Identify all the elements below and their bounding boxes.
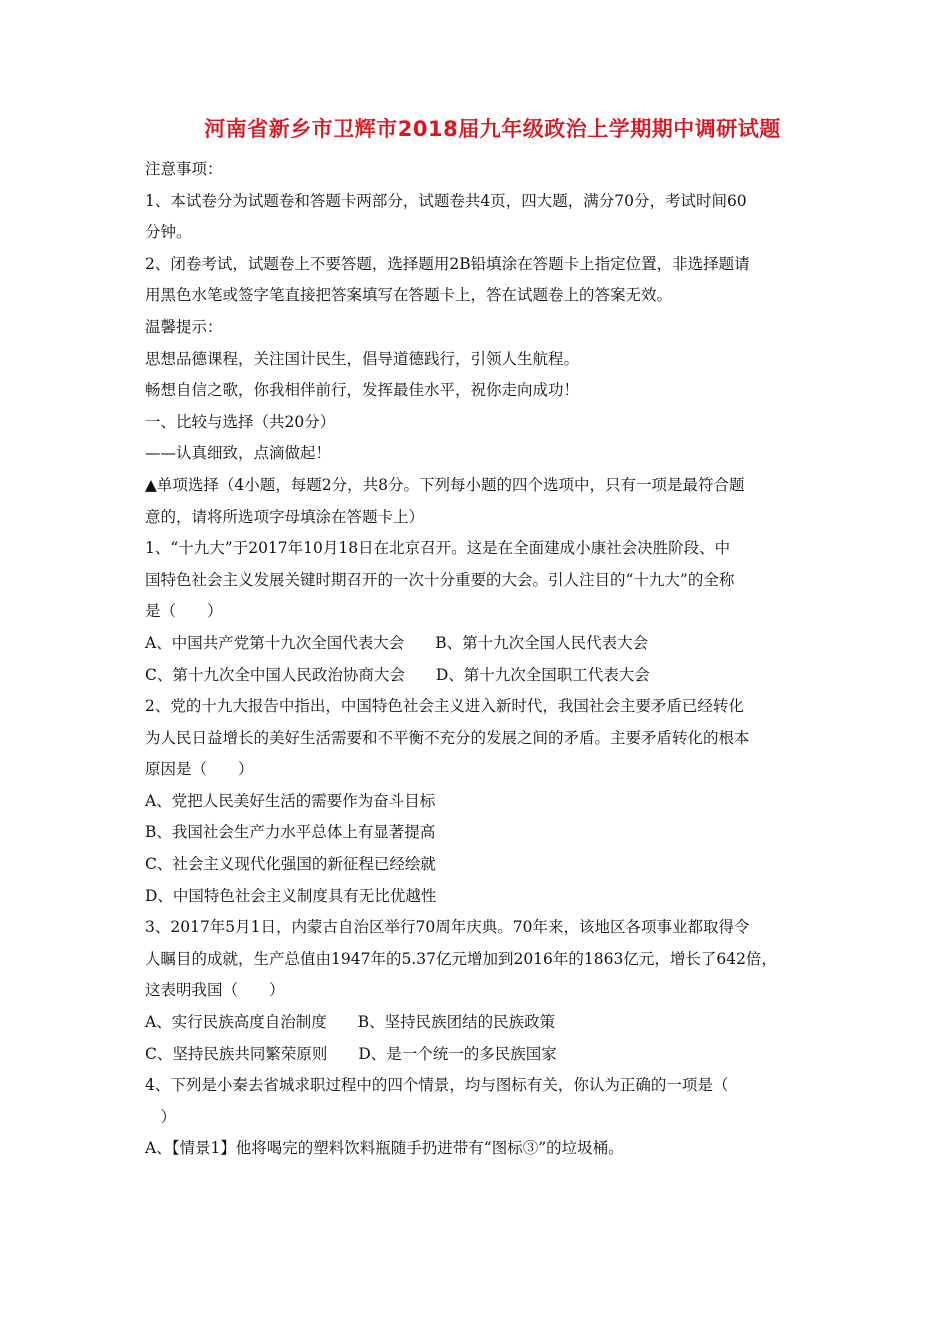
document-title: 河南省新乡市卫辉市2018届九年级政治上学期期中调研试题 <box>204 117 781 141</box>
text-line: 国特色社会主义发展关键时期召开的一次十分重要的大会。引人注目的“十九大”的全称 <box>145 570 735 589</box>
text-line: ▲单项选择（4小题，每题2分，共8分。下列每小题的四个选项中，只有一项是最符合题 <box>145 475 745 494</box>
text-line: C、第十九次全中国人民政治协商大会 D、第十九次全国职工代表大会 <box>145 665 650 684</box>
text-line: 用黑色水笔或签字笔直接把答案填写在答题卡上，答在试题卷上的答案无效。 <box>145 286 673 305</box>
text-line: 一、比较与选择（共20分） <box>145 412 336 431</box>
text-line: 为人民日益增长的美好生活需要和不平衡不充分的发展之间的矛盾。主要矛盾转化的根本 <box>145 728 750 747</box>
text-line: C、坚持民族共同繁荣原则 D、是一个统一的多民族国家 <box>145 1044 557 1063</box>
text-line: 注意事项： <box>145 160 223 178</box>
text-line: 4、下列是小秦去省城求职过程中的四个情景，均与图标有关，你认为正确的一项是（ <box>145 1076 729 1095</box>
text-line: A、实行民族高度自治制度 B、坚持民族团结的民族政策 <box>145 1013 556 1032</box>
text-line: 2、党的十九大报告中指出，中国特色社会主义进入新时代，我国社会主要矛盾已经转化 <box>145 697 744 716</box>
text-line: 是（ ） <box>145 602 223 621</box>
text-line: 2、闭卷考试，试题卷上不要答题，选择题用2B铅填涂在答题卡上指定位置，非选择题请 <box>145 254 750 273</box>
text-line: D、中国特色社会主义制度具有无比优越性 <box>145 886 437 905</box>
text-line: 人瞩目的成就，生产总值由1947年的5.37亿元增加到2016年的1863亿元，增长了642倍， <box>145 949 777 968</box>
text-line: B、我国社会生产力水平总体上有显著提高 <box>145 823 436 842</box>
text-line: C、社会主义现代化强国的新征程已经绘就 <box>145 855 436 874</box>
text-line: 这表明我国（ ） <box>145 981 285 1000</box>
text-line: 3、2017年5月1日，内蒙古自治区举行70周年庆典。70年来，该地区各项事业都取得令 <box>145 918 750 937</box>
text-line: 思想品德课程，关注国计民生，倡导道德践行，引领人生航程。 <box>145 349 580 368</box>
text-line: 温馨提示： <box>145 317 223 336</box>
text-line: ） <box>145 1107 177 1126</box>
document-body <box>145 154 840 1165</box>
text-line: A、中国共产党第十九次全国代表大会 B、第十九次全国人民代表大会 <box>145 633 649 652</box>
text-line: A、【情景1】他将喝完的塑料饮料瓶随手扔进带有“图标③”的垃圾桶。 <box>145 1139 624 1158</box>
text-line: 原因是（ ） <box>145 760 254 779</box>
text-line: 1、本试卷分为试题卷和答题卡两部分，试题卷共4页，四大题，满分70分，考试时间60 <box>145 191 747 210</box>
text-line: 意的，请将所选项字母填涂在答题卡上） <box>145 507 425 526</box>
text-line: ——认真细致，点滴做起！ <box>145 444 332 463</box>
text-line: 分钟。 <box>145 223 192 242</box>
text-line: A、党把人民美好生活的需要作为奋斗目标 <box>145 791 436 810</box>
text-line: 1、“十九大”于2017年10月18日在北京召开。这是在全面建成小康社会决胜阶段、中 <box>145 539 731 558</box>
text-line: 畅想自信之歌，你我相伴前行，发挥最佳水平，祝你走向成功！ <box>145 381 580 400</box>
